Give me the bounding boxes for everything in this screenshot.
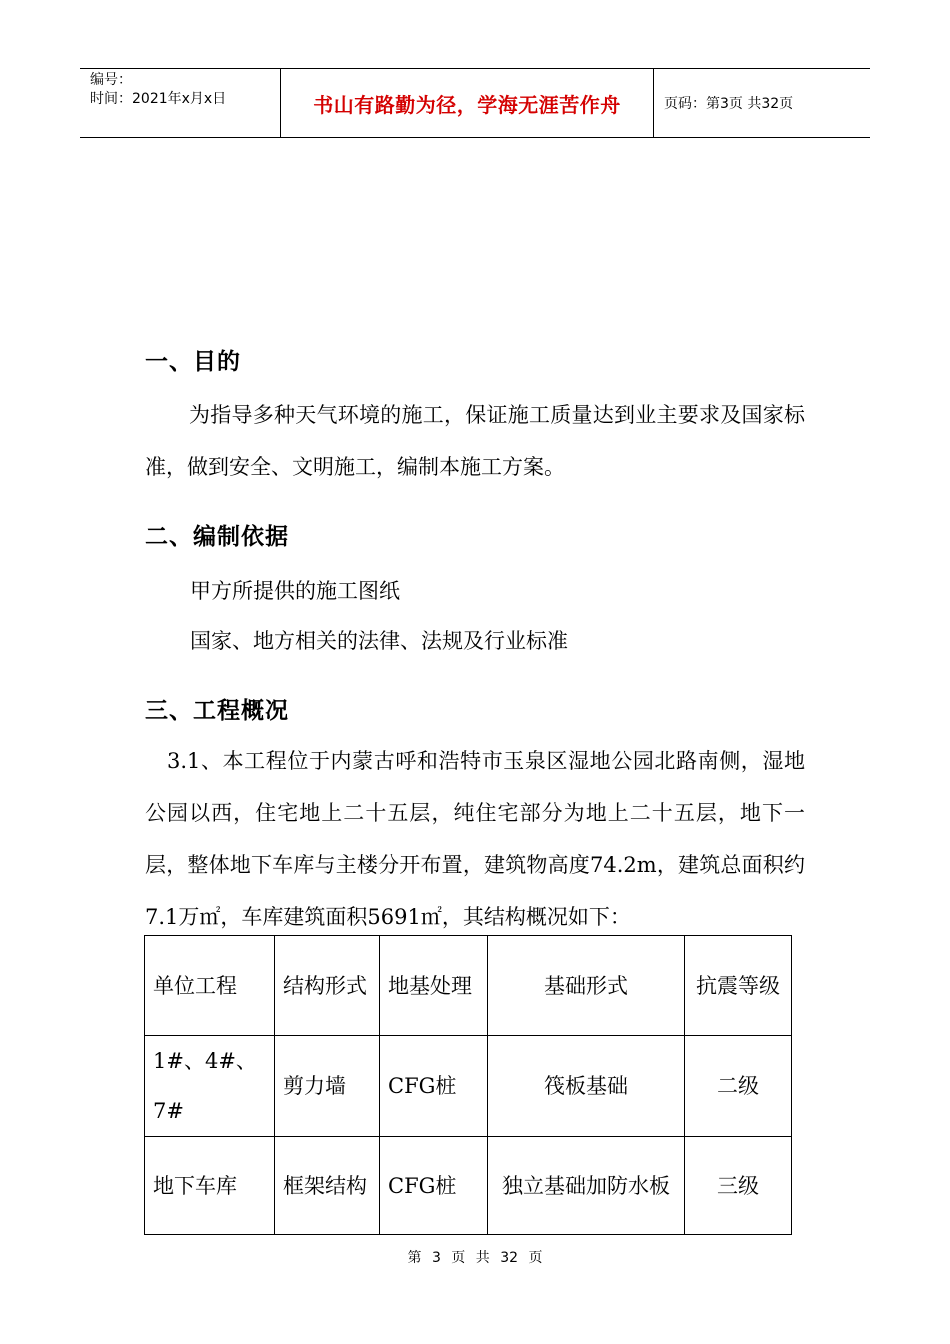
table-cell: 1#、4#、7# (145, 1036, 275, 1137)
table-cell: CFG桩 (380, 1137, 488, 1235)
basis-item-drawings: 甲方所提供的施工图纸 (190, 579, 400, 603)
document-number: 编号： (90, 72, 132, 88)
page-header (80, 68, 870, 138)
header-motto: 书山有路勤为径，学海无涯苦作舟 (281, 69, 654, 137)
basis-item-standards: 国家、地方相关的法律、法规及行业标准 (190, 629, 568, 653)
table-header-cell: 基础形式 (488, 936, 685, 1036)
table-row (145, 1036, 792, 1137)
table-cell: CFG桩 (380, 1036, 488, 1137)
table-header-cell: 结构形式 (275, 936, 380, 1036)
document-date: 时间：2021年x月x日 (90, 91, 227, 107)
header-meta (80, 69, 281, 137)
table-cell: 二级 (685, 1036, 792, 1137)
table-cell: 筏板基础 (488, 1036, 685, 1137)
table-cell: 剪力墙 (275, 1036, 380, 1137)
section-heading-overview: 三、工程概况 (145, 698, 289, 724)
section-purpose-paragraph: 为指导多种天气环境的施工，保证施工质量达到业主要求及国家标准，做到安全、文明施工，编制本施工方案。 (145, 403, 805, 479)
table-cell: 三级 (685, 1137, 792, 1235)
page-footer: 第 3 页 共 32 页 (407, 1250, 543, 1266)
table-header-cell: 单位工程 (145, 936, 275, 1036)
table-header-cell: 地基处理 (380, 936, 488, 1036)
table-header-cell: 抗震等级 (685, 936, 792, 1036)
table-cell: 独立基础加防水板 (488, 1137, 685, 1235)
section-heading-basis: 二、编制依据 (145, 524, 289, 550)
table-row (145, 1137, 792, 1235)
structure-table (144, 935, 792, 1235)
table-header-row (145, 936, 792, 1036)
section-overview-paragraph: 3.1、本工程位于内蒙古呼和浩特市玉泉区湿地公园北路南侧，湿地公园以西，住宅地上二十五层，纯住宅部分为地上二十五层，地下一层，整体地下车库与主楼分开布置，建筑物高度74.2m，建筑总面积约7.1万㎡，车库建筑面积5691㎡，其结构概况如下： (145, 749, 805, 929)
section-heading-purpose: 一、目的 (145, 349, 241, 375)
table-cell: 地下车库 (145, 1137, 275, 1235)
header-page-number: 页码：第3页 共32页 (664, 96, 794, 112)
table-cell: 框架结构 (275, 1137, 380, 1235)
